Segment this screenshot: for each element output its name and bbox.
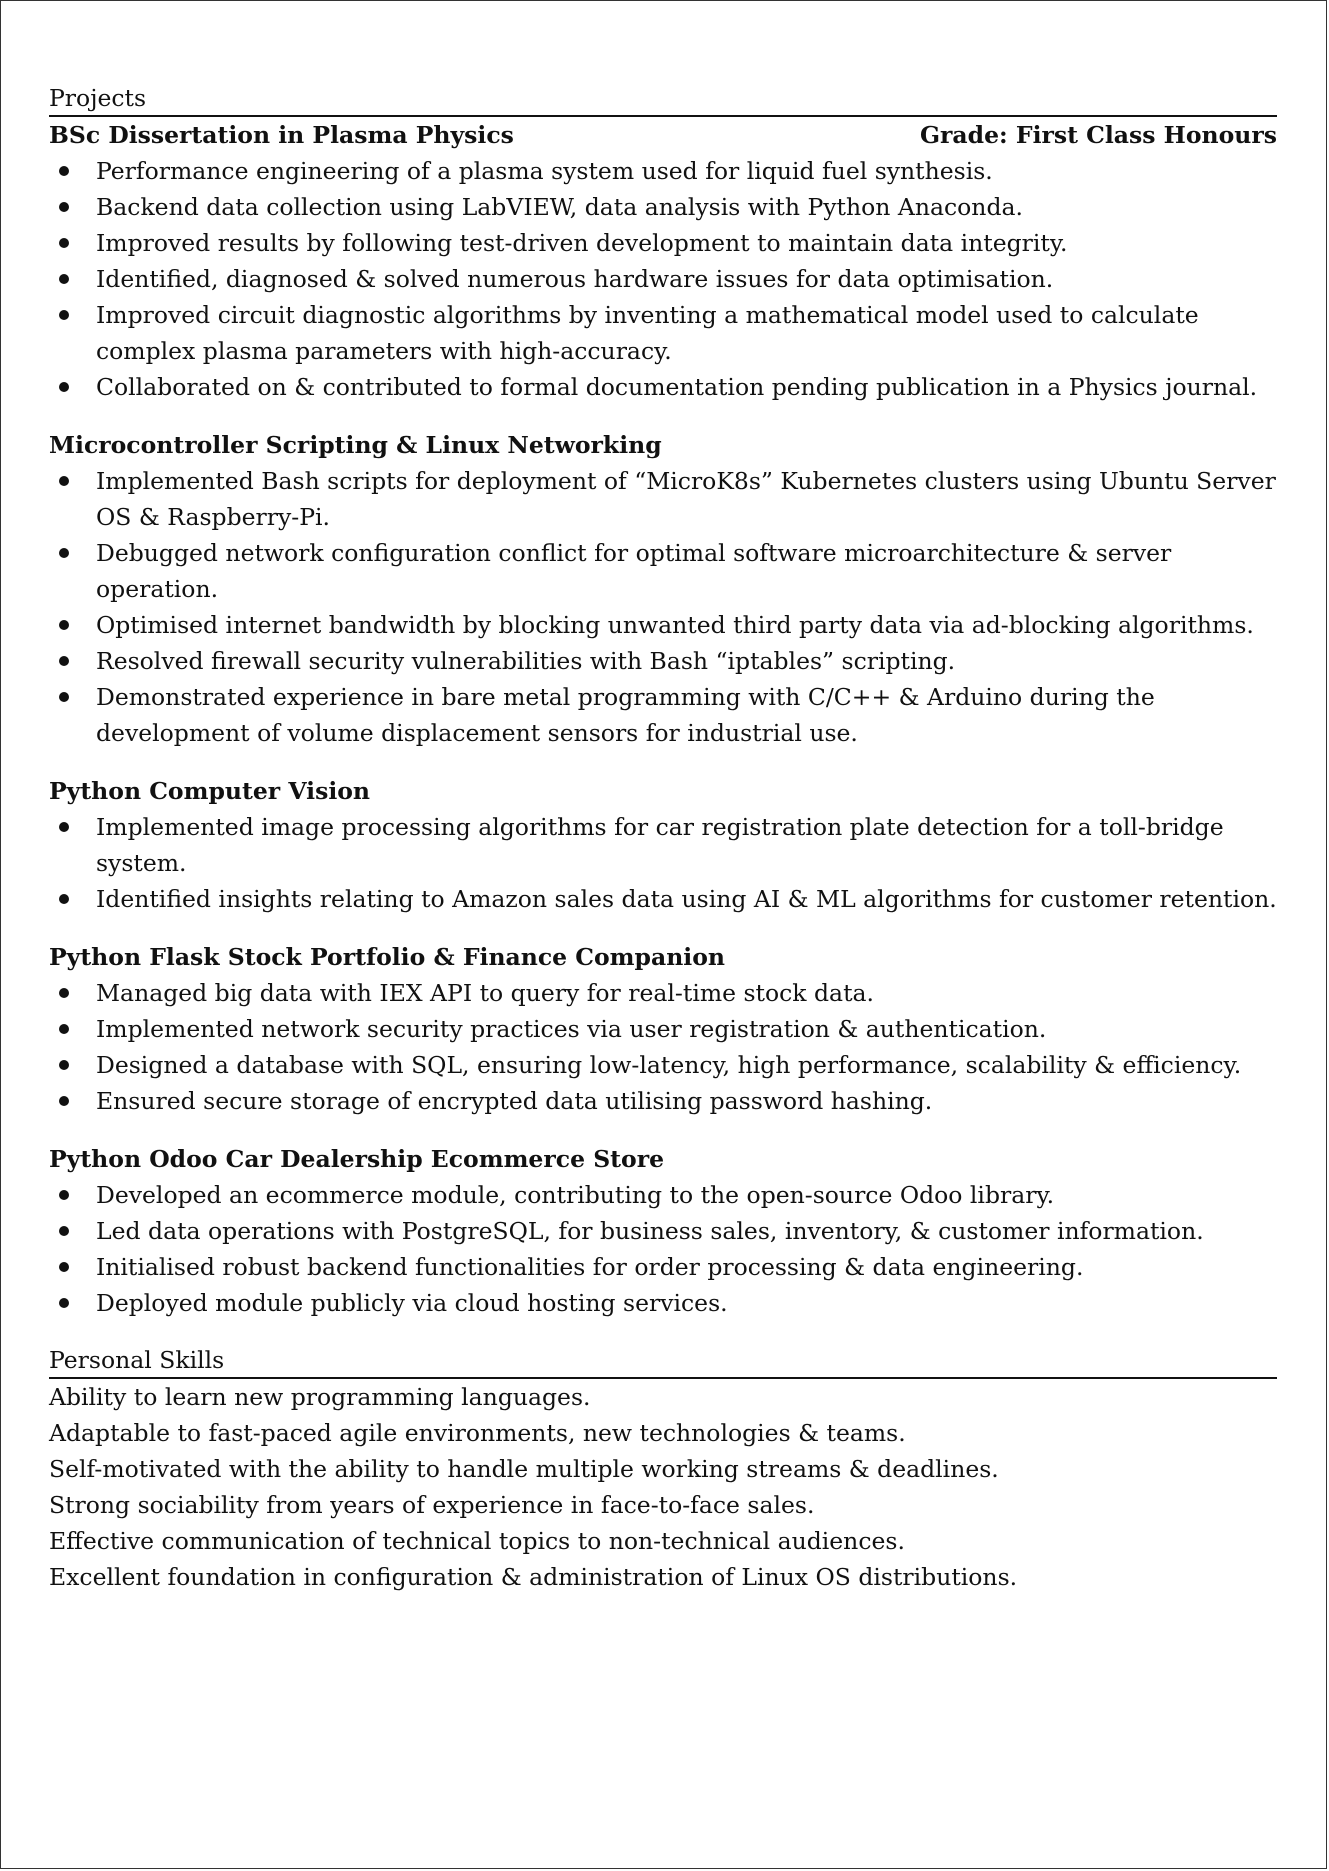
bullet-icon: [59, 1190, 69, 1200]
projects-heading: Projects: [49, 81, 1277, 117]
project-grade: Grade: First Class Honours: [919, 121, 1277, 149]
bullet-icon: [59, 548, 69, 558]
bullet-icon: [59, 382, 69, 392]
list-item: [49, 297, 1277, 369]
bullet-icon: [59, 988, 69, 998]
skill-item: Ability to learn new programming languages.: [49, 1383, 591, 1411]
bullet-text: Improved results by following test-driven development to maintain data integrity.: [96, 229, 1068, 257]
list-item: [49, 881, 1277, 917]
skill-item: Adaptable to fast-paced agile environments, new technologies & teams.: [49, 1419, 906, 1447]
personal-skills-list: [49, 1379, 1277, 1595]
bullet-text: Implemented image processing algorithms for car registration plate detection for a toll-bridge system.: [96, 813, 1224, 877]
list-item: [49, 679, 1277, 751]
list-item: [49, 975, 1277, 1011]
bullet-text: Initialised robust backend functionalities for order processing & data engineering.: [96, 1253, 1084, 1281]
bullet-text: Designed a database with SQL, ensuring low-latency, high performance, scalability & efficiency.: [96, 1051, 1242, 1079]
bullet-text: Collaborated on & contributed to formal documentation pending publication in a Physics journal.: [96, 373, 1258, 401]
bullet-icon: [59, 1226, 69, 1236]
bullet-text: Deployed module publicly via cloud hosting services.: [96, 1289, 728, 1317]
project-title: Python Flask Stock Portfolio & Finance Companion: [49, 943, 725, 971]
project-bullet-list: [49, 975, 1277, 1119]
list-item: [49, 607, 1277, 643]
bullet-text: Performance engineering of a plasma system used for liquid fuel synthesis.: [96, 157, 993, 185]
list-item: [49, 1249, 1277, 1285]
bullet-text: Resolved firewall security vulnerabilities with Bash “iptables” scripting.: [96, 647, 956, 675]
project-title: Microcontroller Scripting & Linux Networking: [49, 431, 662, 459]
bullet-text: Led data operations with PostgreSQL, for business sales, inventory, & customer information.: [96, 1217, 1204, 1245]
skill-item: Self-motivated with the ability to handle multiple working streams & deadlines.: [49, 1455, 999, 1483]
list-item: [49, 643, 1277, 679]
project-entry: [49, 939, 1277, 1119]
project-entry: [49, 773, 1277, 917]
bullet-text: Optimised internet bandwidth by blocking unwanted third party data via ad-blocking algorithms.: [96, 611, 1254, 639]
project-entry: [49, 1141, 1277, 1321]
bullet-icon: [59, 202, 69, 212]
list-item: [49, 369, 1277, 405]
project-title-row: [49, 1141, 1277, 1177]
bullet-text: Managed big data with IEX API to query for real-time stock data.: [96, 979, 874, 1007]
project-entry: [49, 427, 1277, 751]
bullet-icon: [59, 1060, 69, 1070]
bullet-icon: [59, 310, 69, 320]
bullet-icon: [59, 1298, 69, 1308]
project-bullet-list: [49, 1177, 1277, 1321]
bullet-icon: [59, 656, 69, 666]
project-bullet-list: [49, 153, 1277, 405]
list-item: [49, 225, 1277, 261]
projects-list: [49, 117, 1277, 1321]
bullet-icon: [59, 1024, 69, 1034]
list-item: [49, 463, 1277, 535]
list-item: [49, 535, 1277, 607]
bullet-icon: [59, 166, 69, 176]
bullet-icon: [59, 238, 69, 248]
bullet-text: Implemented Bash scripts for deployment of “MicroK8s” Kubernetes clusters using Ubuntu Server OS & Raspberry-Pi.: [96, 467, 1276, 531]
list-item: [49, 809, 1277, 881]
skill-item: Effective communication of technical topics to non-technical audiences.: [49, 1527, 905, 1555]
skill-item: Strong sociability from years of experience in face-to-face sales.: [49, 1491, 815, 1519]
project-title: Python Odoo Car Dealership Ecommerce Store: [49, 1145, 665, 1173]
list-item: [49, 1047, 1277, 1083]
bullet-text: Debugged network configuration conflict for optimal software microarchitecture & server operation.: [96, 539, 1172, 603]
list-item: [49, 189, 1277, 225]
bullet-icon: [59, 274, 69, 284]
bullet-icon: [59, 620, 69, 630]
project-title-row: [49, 773, 1277, 809]
bullet-text: Demonstrated experience in bare metal programming with C/C++ & Arduino during the development of volume displacement sensors for industrial use.: [96, 683, 1155, 747]
bullet-icon: [59, 1262, 69, 1272]
project-title: Python Computer Vision: [49, 777, 371, 805]
bullet-icon: [59, 692, 69, 702]
bullet-text: Implemented network security practices via user registration & authentication.: [96, 1015, 1047, 1043]
list-item: [49, 261, 1277, 297]
bullet-text: Backend data collection using LabVIEW, data analysis with Python Anaconda.: [96, 193, 1023, 221]
project-entry: [49, 117, 1277, 405]
bullet-text: Developed an ecommerce module, contributing to the open-source Odoo library.: [96, 1181, 1055, 1209]
project-title-row: [49, 117, 1277, 153]
bullet-text: Improved circuit diagnostic algorithms by inventing a mathematical model used to calculate complex plasma parameters with high-accuracy.: [96, 301, 1199, 365]
list-item: [49, 1285, 1277, 1321]
skill-item: Excellent foundation in configuration & administration of Linux OS distributions.: [49, 1563, 1018, 1591]
list-item: [49, 1011, 1277, 1047]
project-bullet-list: [49, 809, 1277, 917]
project-title-row: [49, 939, 1277, 975]
list-item: [49, 1213, 1277, 1249]
bullet-icon: [59, 1096, 69, 1106]
bullet-text: Ensured secure storage of encrypted data utilising password hashing.: [96, 1087, 933, 1115]
list-item: [49, 1083, 1277, 1119]
list-item: [49, 153, 1277, 189]
bullet-text: Identified insights relating to Amazon sales data using AI & ML algorithms for customer retention.: [96, 885, 1277, 913]
project-title-row: [49, 427, 1277, 463]
personal-skills-section: [49, 1343, 1277, 1595]
project-title: BSc Dissertation in Plasma Physics: [49, 121, 514, 149]
bullet-icon: [59, 894, 69, 904]
bullet-icon: [59, 822, 69, 832]
bullet-icon: [59, 476, 69, 486]
page-content: [49, 81, 1277, 1595]
project-bullet-list: [49, 463, 1277, 751]
personal-skills-heading: Personal Skills: [49, 1343, 1277, 1379]
list-item: [49, 1177, 1277, 1213]
bullet-text: Identified, diagnosed & solved numerous hardware issues for data optimisation.: [96, 265, 1054, 293]
